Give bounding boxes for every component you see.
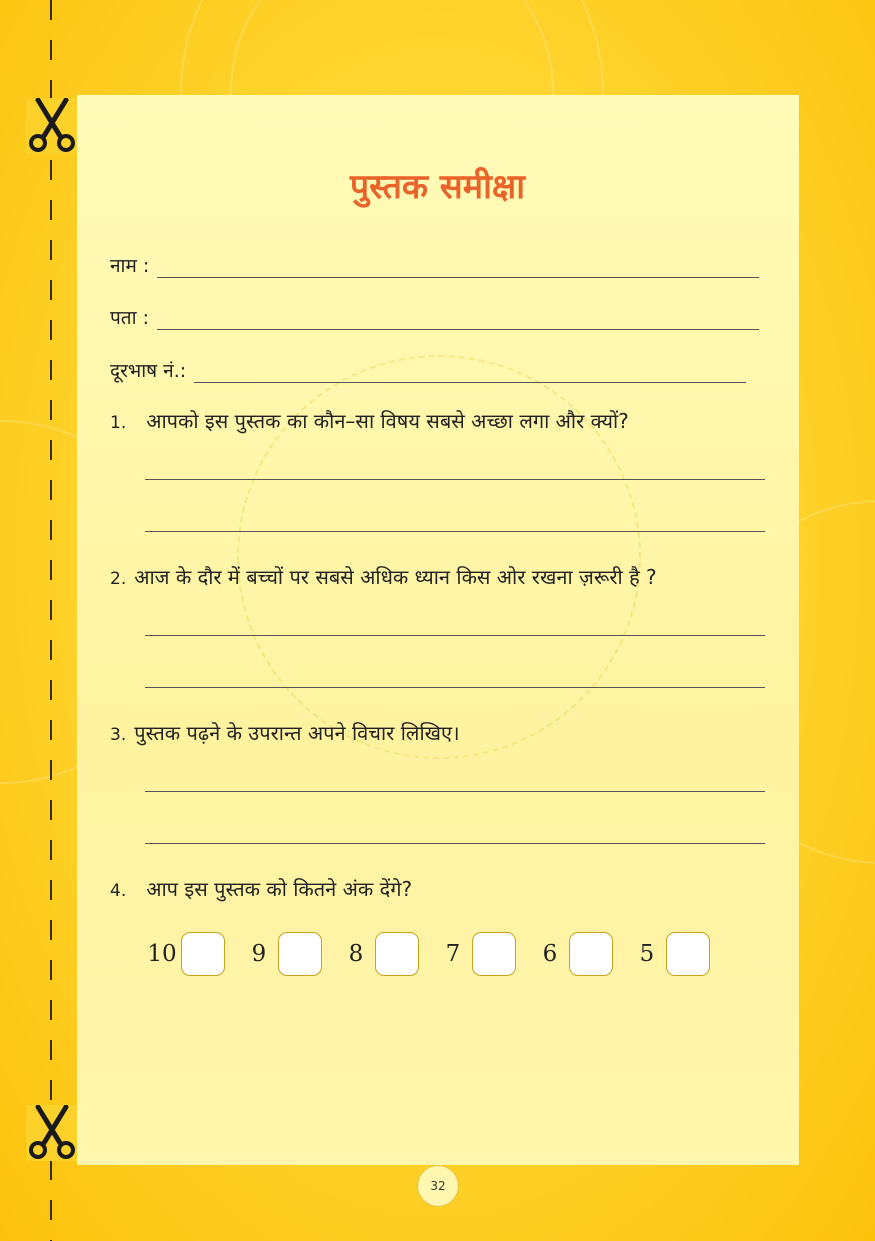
question-number: 2. xyxy=(110,569,127,589)
rating-value: 9 xyxy=(251,941,267,967)
name-field[interactable] xyxy=(110,252,759,278)
rating-option-6[interactable] xyxy=(532,932,613,976)
rating-option-10[interactable] xyxy=(144,932,225,976)
question-number: 3. xyxy=(110,725,127,745)
rating-checkbox[interactable] xyxy=(569,932,613,976)
rating-option-8[interactable] xyxy=(338,932,419,976)
answer-line[interactable] xyxy=(145,687,765,688)
page-title: पुस्तक समीक्षा xyxy=(349,167,526,207)
address-input-line[interactable] xyxy=(157,328,759,330)
phone-input-line[interactable] xyxy=(194,381,746,383)
question-text: आप इस पुस्तक को कितने अंक देंगे? xyxy=(146,877,413,901)
rating-option-5[interactable] xyxy=(629,932,710,976)
question-text: आपको इस पुस्तक का कौन–सा विषय सबसे अच्छा लगा और क्यों? xyxy=(146,409,629,433)
rating-value: 7 xyxy=(445,941,461,967)
rating-options xyxy=(144,932,726,976)
answer-line[interactable] xyxy=(145,479,765,480)
rating-checkbox[interactable] xyxy=(181,932,225,976)
rating-option-7[interactable] xyxy=(435,932,516,976)
name-input-line[interactable] xyxy=(157,276,759,278)
question-text: आज के दौर में बच्चों पर सबसे अधिक ध्यान किस ओर रखना ज़रूरी है ? xyxy=(134,565,657,589)
question-4 xyxy=(110,875,412,902)
rating-checkbox[interactable] xyxy=(666,932,710,976)
rating-value: 8 xyxy=(348,941,364,967)
rating-checkbox[interactable] xyxy=(472,932,516,976)
answer-line[interactable] xyxy=(145,791,765,792)
rating-option-9[interactable] xyxy=(241,932,322,976)
question-text: पुस्तक पढ़ने के उपरान्त अपने विचार लिखिए। xyxy=(134,721,460,745)
page-number: 32 xyxy=(417,1165,459,1207)
phone-field[interactable] xyxy=(110,357,746,383)
question-1 xyxy=(110,407,629,434)
answer-line[interactable] xyxy=(145,843,765,844)
rating-value: 10 xyxy=(147,941,177,967)
answer-line[interactable] xyxy=(145,531,765,532)
scissors-icon xyxy=(26,1105,78,1161)
rating-value: 5 xyxy=(639,941,655,967)
scissors-icon xyxy=(26,98,78,154)
question-number: 4. xyxy=(110,881,127,901)
question-2 xyxy=(110,563,657,590)
question-number: 1. xyxy=(110,413,127,433)
question-3 xyxy=(110,719,460,746)
rating-value: 6 xyxy=(542,941,558,967)
address-label: पता : xyxy=(110,307,149,329)
rating-checkbox[interactable] xyxy=(375,932,419,976)
address-field[interactable] xyxy=(110,304,759,330)
answer-line[interactable] xyxy=(145,635,765,636)
name-label: नाम : xyxy=(110,255,150,277)
rating-checkbox[interactable] xyxy=(278,932,322,976)
phone-label: दूरभाष नं.: xyxy=(110,360,187,382)
